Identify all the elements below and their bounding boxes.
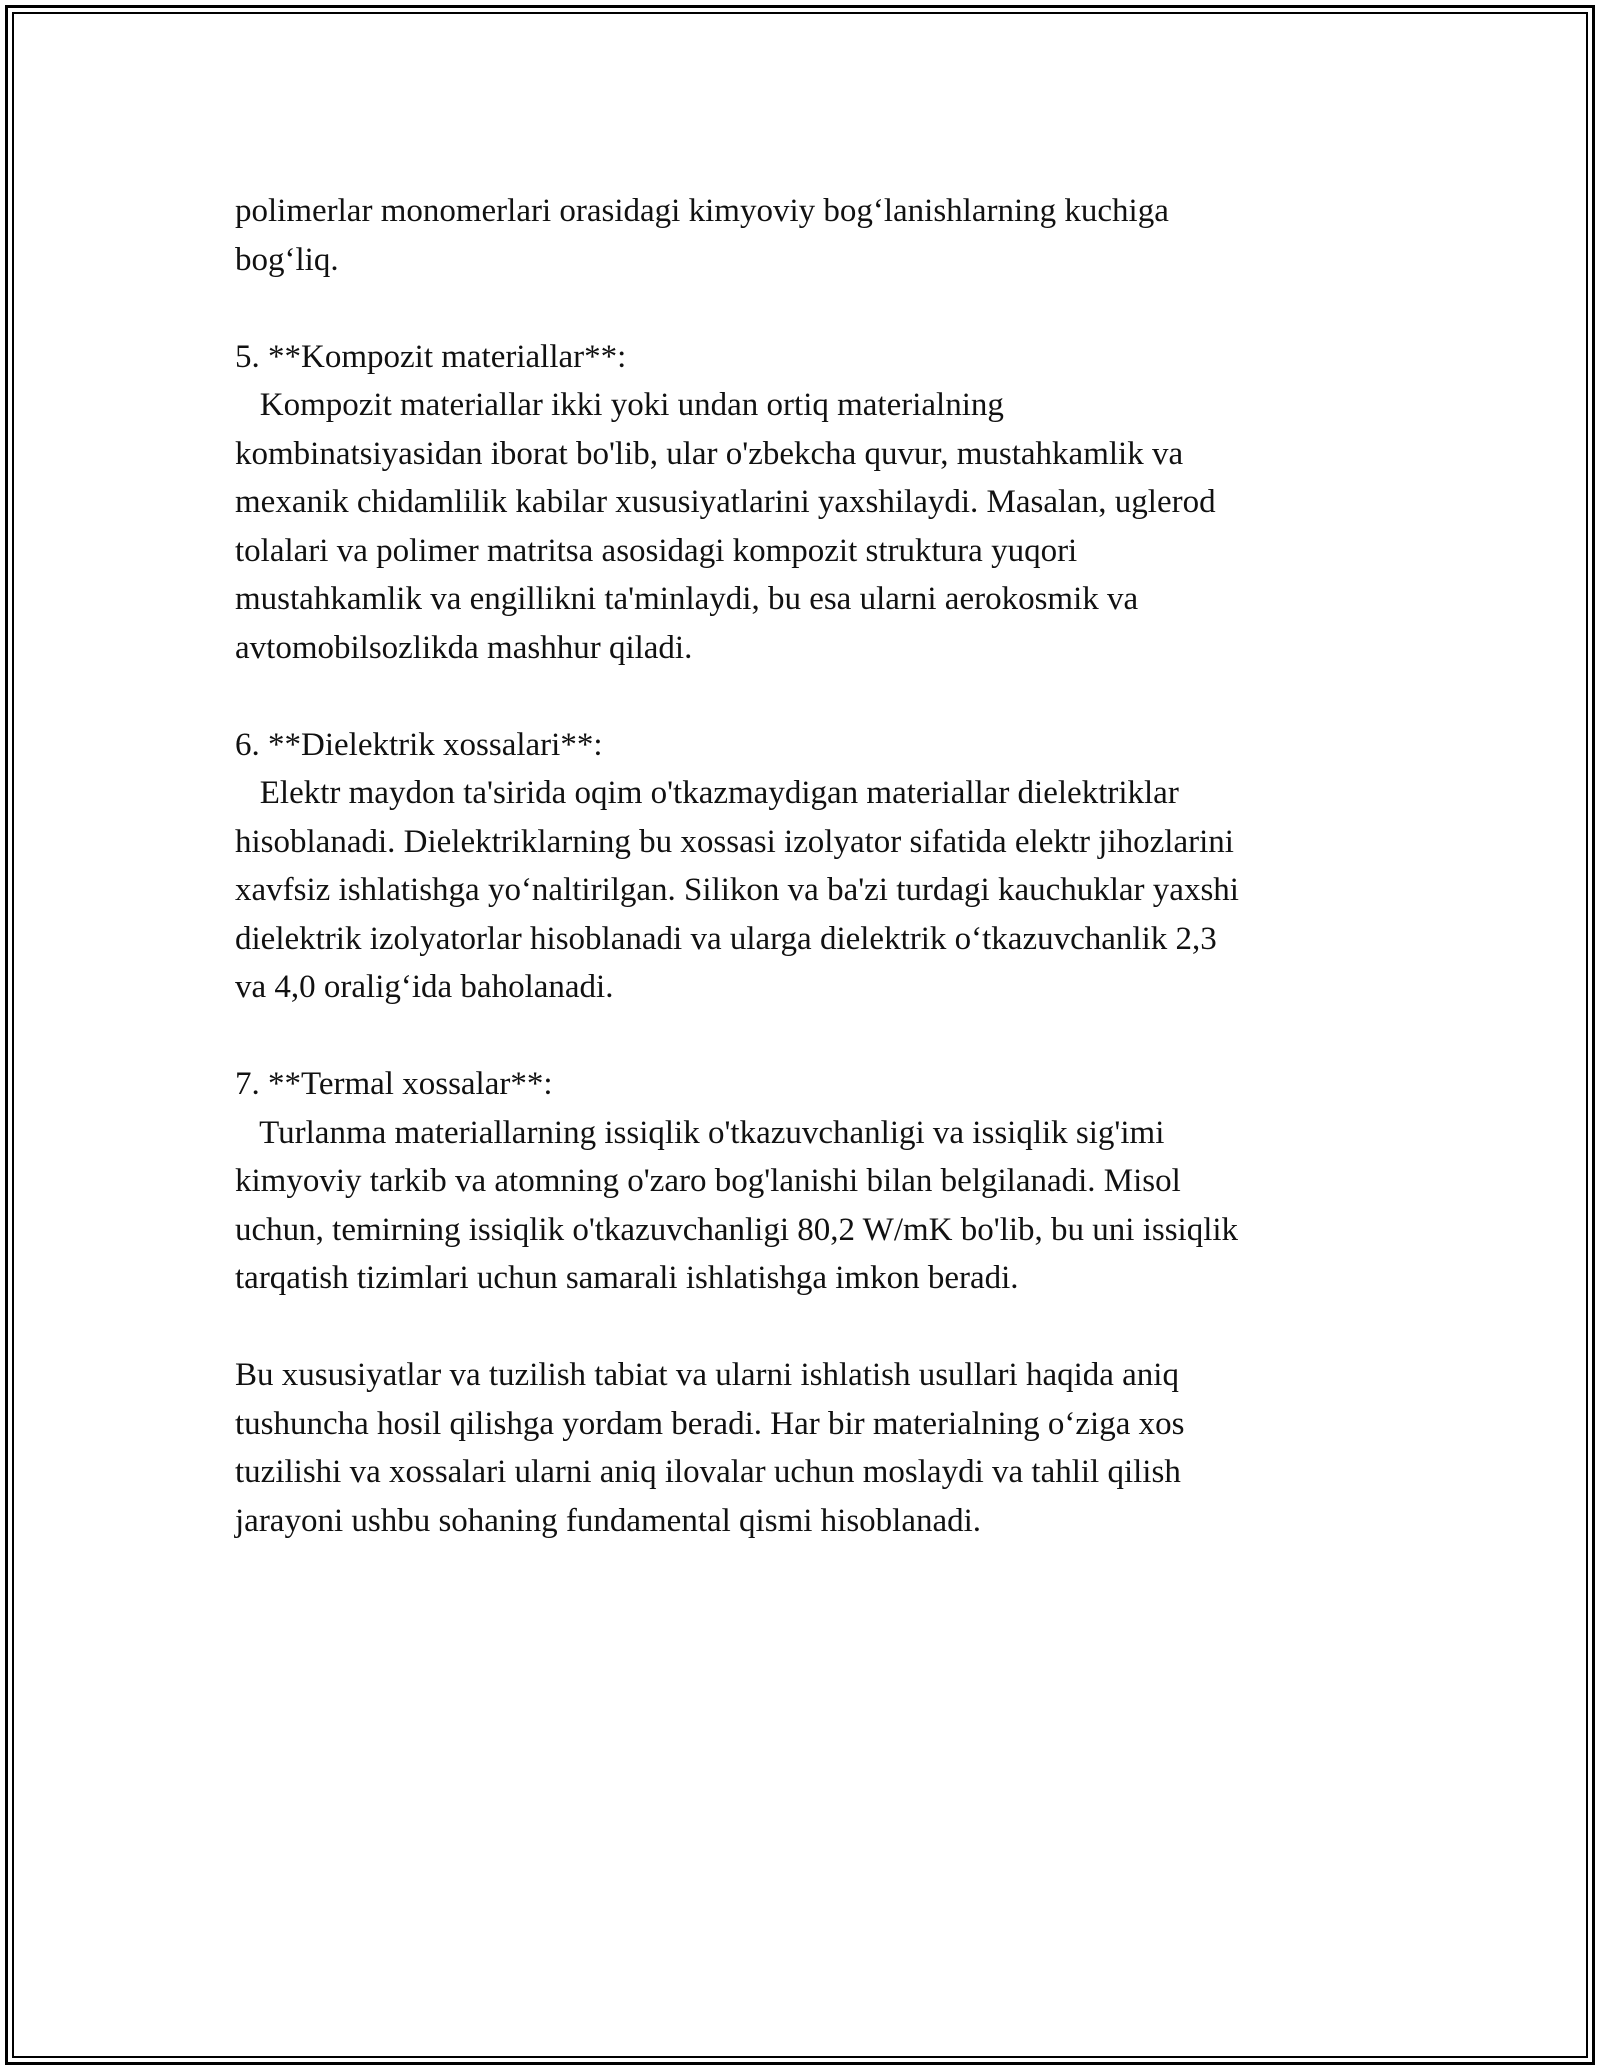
text-line: tushuncha hosil qilishga yordam beradi. Har bir materialning o‘ziga xos bbox=[235, 1405, 1185, 1442]
text-line: dielektrik izolyatorlar hisoblanadi va ularga dielektrik o‘tkazuvchanlik 2,3 bbox=[235, 920, 1217, 957]
text-line: tuzilishi va xossalari ularni aniq ilovalar uchun moslaydi va tahlil qilish bbox=[235, 1454, 1181, 1490]
section-termal bbox=[235, 1060, 1375, 1303]
text-line: uchun, temirning issiqlik o'tkazuvchanligi 80,2 W/mK bo'lib, bu uni issiqlik bbox=[235, 1211, 1239, 1248]
section-heading: 7. **Termal xossalar**: bbox=[235, 1066, 553, 1102]
section-heading: 6. **Dielektrik xossalari**: bbox=[235, 726, 603, 763]
text-line: bog‘liq. bbox=[235, 241, 339, 278]
text-line: jarayoni ushbu sohaning fundamental qismi hisoblanadi. bbox=[235, 1502, 982, 1539]
closing-paragraph bbox=[235, 1351, 1375, 1545]
paragraph-gap bbox=[235, 284, 1375, 333]
text-line: xavfsiz ishlatishga yo‘naltirilgan. Silikon va ba'zi turdagi kauchuklar yaxshi bbox=[235, 872, 1239, 908]
text-line: va 4,0 oralig‘ida baholanadi. bbox=[235, 969, 614, 1005]
text-line: avtomobilsozlikda mashhur qiladi. bbox=[235, 629, 693, 666]
text-line: Turlanma materiallarning issiqlik o'tkazuvchanligi va issiqlik sig'imi bbox=[235, 1114, 1165, 1151]
paragraph-gap bbox=[235, 1303, 1375, 1352]
text-line: Kompozit materiallar ikki yoki undan ortiq materialning bbox=[235, 387, 1004, 423]
document-body bbox=[235, 187, 1375, 1545]
paragraph-gap bbox=[235, 672, 1375, 721]
paragraph-gap bbox=[235, 1012, 1375, 1061]
text-line: tolalari va polimer matritsa asosidagi kompozit struktura yuqori bbox=[235, 532, 1078, 569]
section-kompozit bbox=[235, 333, 1375, 673]
text-line: Elektr maydon ta'sirida oqim o'tkazmaydigan materiallar dielektriklar bbox=[235, 775, 1179, 811]
text-line: hisoblanadi. Dielektriklarning bu xossasi izolyator sifatida elektr jihozlarini bbox=[235, 823, 1234, 860]
text-line: Bu xususiyatlar va tuzilish tabiat va ularni ishlatish usullari haqida aniq bbox=[235, 1357, 1179, 1393]
text-line: tarqatish tizimlari uchun samarali ishlatishga imkon beradi. bbox=[235, 1260, 1019, 1296]
intro-paragraph bbox=[235, 187, 1375, 284]
text-line: polimerlar monomerlari orasidagi kimyoviy bog‘lanishlarning kuchiga bbox=[235, 193, 1169, 229]
text-line: mexanik chidamlilik kabilar xususiyatlarini yaxshilaydi. Masalan, uglerod bbox=[235, 484, 1216, 520]
section-dielektrik bbox=[235, 721, 1375, 1012]
text-line: mustahkamlik va engillikni ta'minlaydi, bu esa ularni aerokosmik va bbox=[235, 581, 1139, 617]
text-line: kimyoviy tarkib va atomning o'zaro bog'lanishi bilan belgilanadi. Misol bbox=[235, 1163, 1181, 1199]
section-heading: 5. **Kompozit materiallar**: bbox=[235, 338, 627, 375]
text-line: kombinatsiyasidan iborat bo'lib, ular o'zbekcha quvur, mustahkamlik va bbox=[235, 435, 1184, 472]
